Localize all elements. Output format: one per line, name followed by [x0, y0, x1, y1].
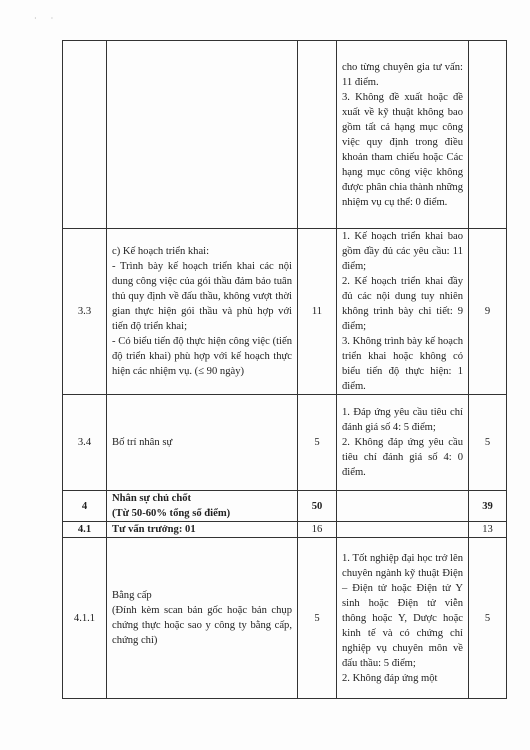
row-description: [107, 229, 298, 395]
row-number: 3.4: [63, 395, 107, 491]
criteria-item: 1. Đáp ứng yêu cầu tiêu chí đánh giá số 4: 5 điểm;: [342, 407, 463, 433]
row-description: [107, 491, 298, 522]
row-points: 5: [298, 395, 337, 491]
table-row-4-1: [63, 522, 507, 538]
row-criteria: [337, 41, 469, 229]
description-heading: c) Kế hoạch triển khai:: [112, 246, 210, 257]
row-criteria: [337, 522, 469, 538]
criteria-item: cho từng chuyên gia tư vấn: 11 điểm.: [342, 61, 463, 88]
row-criteria: [337, 491, 469, 522]
section-subtitle: (Từ 50-60% tổng số điểm): [112, 508, 231, 519]
row-points: 11: [298, 229, 337, 395]
row-description: Tư vấn trưởng: 01: [107, 522, 298, 538]
row-max-points: 5: [469, 538, 507, 699]
description-note: (Đính kèm scan bản gốc hoặc bản chụp chứng thực hoặc sao y công ty bằng cấp, chứng chỉ): [112, 605, 292, 646]
row-points: 5: [298, 538, 337, 699]
table-row-continued: [63, 41, 507, 229]
row-description: Bố trí nhân sự: [107, 395, 298, 491]
row-max-points: 5: [469, 395, 507, 491]
row-max-points: 39: [469, 491, 507, 522]
scan-specks: · ·: [34, 14, 60, 23]
row-points: [298, 41, 337, 229]
criteria-item: 1. Kế hoạch triển khai bao gồm đầy đủ các yêu cầu: 11 điểm;: [342, 231, 463, 272]
description-heading: Bằng cấp: [112, 590, 152, 601]
criteria-item: 3. Không đề xuất hoặc đề xuất về kỹ thuật không bao gồm tất cả hạng mục công việc quy định trong điều khoản tham chiếu hoặc Các hạng mục công việc không được phân chia thành những nhiệm vụ cụ thể: 0 điểm.: [342, 91, 463, 208]
row-number: 4.1: [63, 522, 107, 538]
section-title: Nhân sự chủ chốt: [112, 493, 192, 504]
criteria-item: 3. Không trình bày kế hoạch triển khai hoặc không có biểu tiến độ thực hiện: 1 điểm.: [342, 336, 463, 392]
row-criteria: [337, 395, 469, 491]
description-item: - Trình bày kế hoạch triển khai các nội dung công việc của gói thầu đảm bảo tuân thủ quy định về đấu thầu, không vượt thời gian thực hiện gói thầu và phù hợp với tiến độ triển khai;: [112, 261, 292, 332]
description-item: - Có biểu tiến độ thực hiện công việc (tiến độ triển khai) phù hợp với kế hoạch thực hiện các nhiệm vụ. (≤ 90 ngày): [112, 336, 292, 377]
row-criteria: [337, 229, 469, 395]
row-number: 4: [63, 491, 107, 522]
table-row-4: [63, 491, 507, 522]
row-max-points: 13: [469, 522, 507, 538]
row-criteria: [337, 538, 469, 699]
row-number: 4.1.1: [63, 538, 107, 699]
table-row-3-4: [63, 395, 507, 491]
criteria-item: 1. Tốt nghiệp đại học trở lên chuyên ngành kỹ thuật Điện – Điện tử hoặc Điện tử Y sinh hoặc Điện tử viễn thông hoặc Y, Dược hoặc kinh tế và có chứng chỉ nghiệp vụ chuyên môn về đấu thầu: 5 điểm;: [342, 552, 463, 669]
evaluation-criteria-table: [62, 40, 507, 699]
row-points: 16: [298, 522, 337, 538]
criteria-item: 2. Kế hoạch triển khai đầy đủ các nội dung tuy nhiên không trình bày chi tiết: 9 điểm;: [342, 276, 463, 332]
row-max-points: 9: [469, 229, 507, 395]
table-row-3-3: [63, 229, 507, 395]
row-max-points: [469, 41, 507, 229]
row-number: 3.3: [63, 229, 107, 395]
row-points: 50: [298, 491, 337, 522]
table-row-4-1-1: [63, 538, 507, 699]
row-description: [107, 538, 298, 699]
row-description: [107, 41, 298, 229]
row-number: [63, 41, 107, 229]
criteria-item: 2. Không đáp ứng yêu cầu tiêu chí đánh giá số 4: 0 điểm.: [342, 437, 463, 478]
criteria-item: 2. Không đáp ứng một: [342, 672, 438, 684]
